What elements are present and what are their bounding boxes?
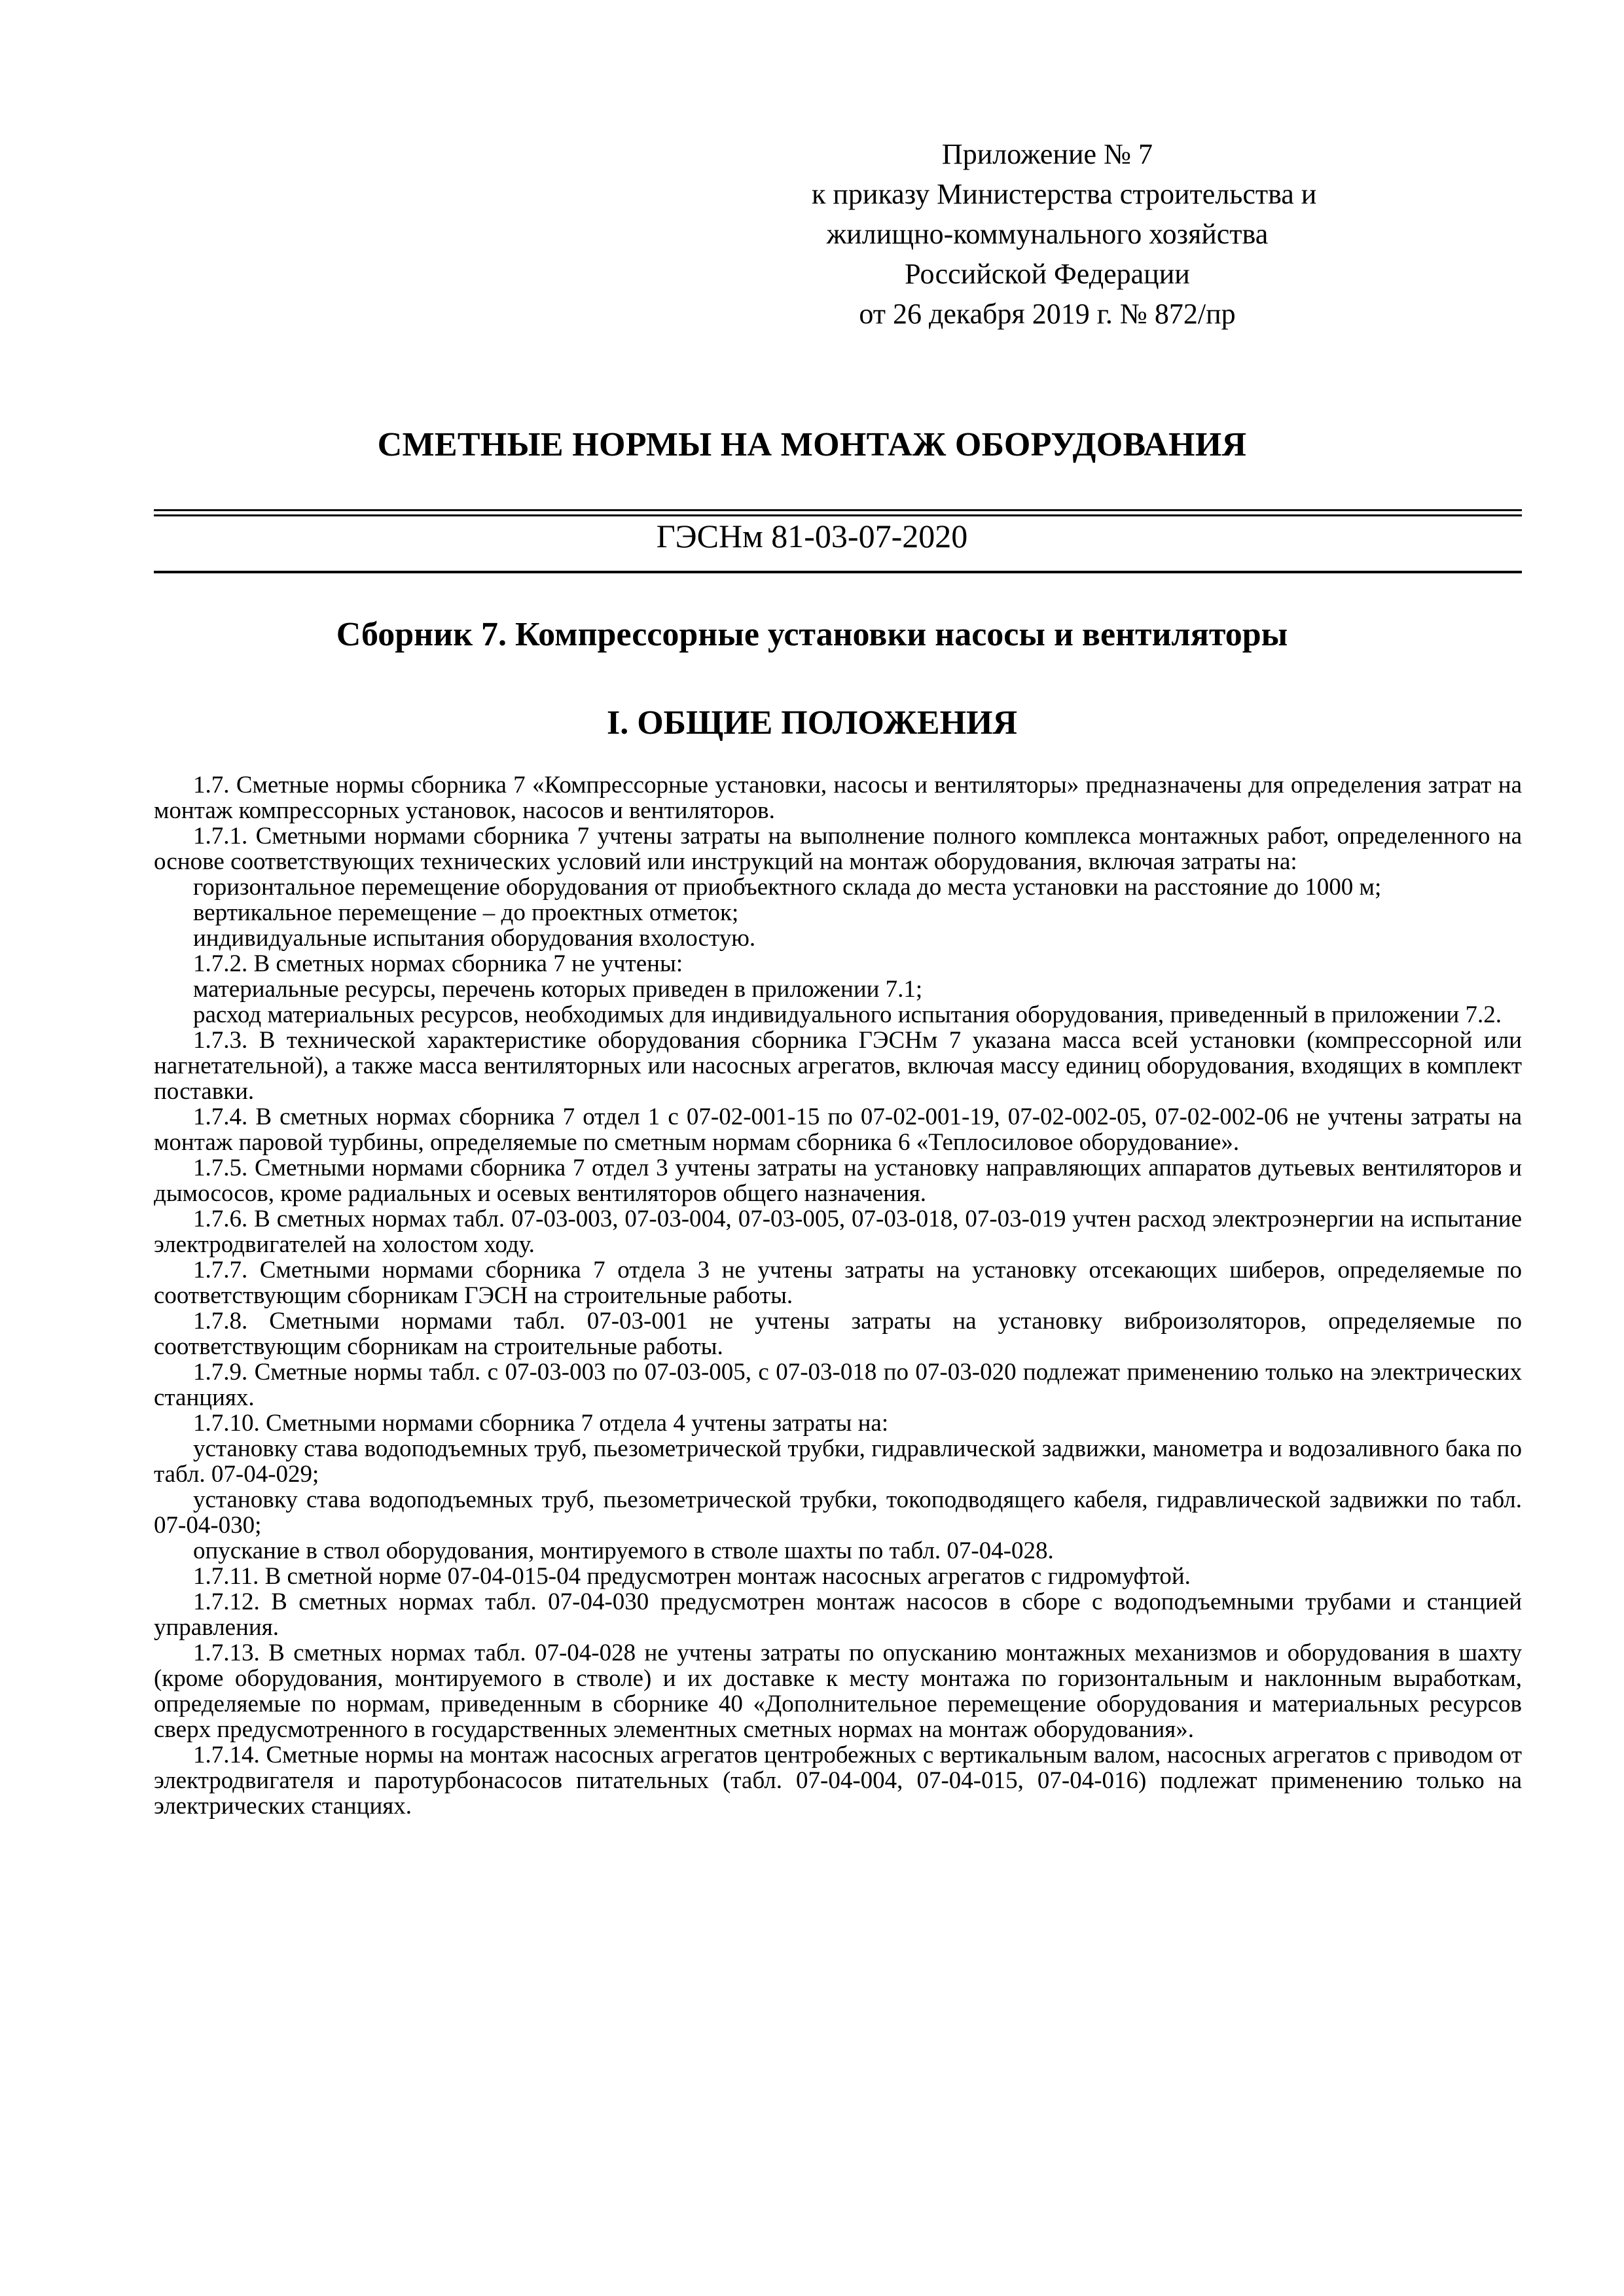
appendix-line: Приложение № 7 xyxy=(941,138,1153,170)
section-title: I. ОБЩИЕ ПОЛОЖЕНИЯ xyxy=(606,704,1018,742)
appendix-line: Российской Федерации xyxy=(905,258,1190,290)
paragraph: 1.7.8. Сметными нормами табл. 07-03-001 не учтены затраты на установку виброизоляторов, определяемые по соответствующим сборникам на строительные работы. xyxy=(154,1308,1522,1360)
paragraph: 1.7.10. Сметными нормами сборника 7 отдела 4 учтены затраты на: xyxy=(193,1410,889,1437)
list-item: установку става водоподъемных труб, пьезометрической трубки, токоподводящего кабеля, гидравлической задвижки по табл. 07-04-030; xyxy=(154,1486,1522,1539)
list-item: материальные ресурсы, перечень которых приведен в приложении 7.1; xyxy=(193,976,923,1003)
list-item: расход материальных ресурсов, необходимых для индивидуального испытания оборудования, приведенный в приложении 7.2. xyxy=(193,1001,1502,1028)
paragraph: 1.7.1. Сметными нормами сборника 7 учтены затраты на выполнение полного комплекса монтажных работ, определенного на основе соответствующих технических условий или инструкций на монтаж оборудования, включая затраты на: xyxy=(154,823,1522,875)
paragraph: 1.7.5. Сметными нормами сборника 7 отдел 3 учтены затраты на установку направляющих аппаратов дутьевых вентиляторов и дымососов, кроме радиальных и осевых вентиляторов общего назначения. xyxy=(154,1155,1522,1207)
double-rule xyxy=(154,509,1522,516)
collection-title: Сборник 7. Компрессорные установки насосы и вентиляторы xyxy=(336,616,1288,653)
list-item: опускание в ствол оборудования, монтируемого в стволе шахты по табл. 07-04-028. xyxy=(193,1537,1054,1564)
document-title: СМЕТНЫЕ НОРМЫ НА МОНТАЖ ОБОРУДОВАНИЯ xyxy=(377,426,1247,463)
paragraph: 1.7.13. В сметных нормах табл. 07-04-028 не учтены затраты по опусканию монтажных механизмов и оборудования в шахту (кроме оборудования, монтируемого в стволе) и их доставке к месту монтажа по горизонтальным и наклонным выработкам, определяемые по нормам, приведенным в сборнике 40 «Дополнительное перемещение оборудования и материальных ресурсов сверх предусмотренного в государственных элементных сметных нормах на монтаж оборудования». xyxy=(154,1640,1522,1743)
paragraph: 1.7.9. Сметные нормы табл. с 07-03-003 по 07-03-005, с 07-03-018 по 07-03-020 подлежат применению только на электрических станциях. xyxy=(154,1359,1522,1411)
list-item: вертикальное перемещение – до проектных отметок; xyxy=(193,899,739,926)
appendix-line: к приказу Министерства строительства и xyxy=(812,178,1317,210)
document-code: ГЭСНм 81-03-07-2020 xyxy=(656,518,968,554)
document-body xyxy=(154,772,1522,1819)
paragraph: 1.7.12. В сметных нормах табл. 07-04-030 предусмотрен монтаж насосов в сборе с водоподъемными трубами и станцией управления. xyxy=(154,1588,1522,1641)
list-item: индивидуальные испытания оборудования вхолостую. xyxy=(193,925,756,952)
single-rule xyxy=(154,571,1522,573)
list-item: установку става водоподъемных труб, пьезометрической трубки, гидравлической задвижки, манометра и водозаливного бака по табл. 07-04-029; xyxy=(154,1435,1522,1488)
paragraph: 1.7.6. В сметных нормах табл. 07-03-003, 07-03-004, 07-03-005, 07-03-018, 07-03-019 учтен расход электроэнергии на испытание электродвигателей на холостом ходу. xyxy=(154,1206,1522,1258)
paragraph: 1.7.7. Сметными нормами сборника 7 отдела 3 не учтены затраты на установку отсекающих шиберов, определяемые по соответствующим сборникам ГЭСН на строительные работы. xyxy=(154,1257,1522,1309)
paragraph: 1.7. Сметные нормы сборника 7 «Компрессорные установки, насосы и вентиляторы» предназначены для определения затрат на монтаж компрессорных установок, насосов и вентиляторов. xyxy=(154,772,1522,824)
paragraph: 1.7.2. В сметных нормах сборника 7 не учтены: xyxy=(193,950,683,977)
list-item: горизонтальное перемещение оборудования от приобъектного склада до места установки на расстояние до 1000 м; xyxy=(193,874,1382,901)
paragraph: 1.7.3. В технической характеристике оборудования сборника ГЭСНм 7 указана масса всей установки (компрессорной или нагнетательной), а также масса вентиляторных или насосных агрегатов, включая массу единиц оборудования, входящих в комплект поставки. xyxy=(154,1027,1522,1105)
paragraph: 1.7.11. В сметной норме 07-04-015-04 предусмотрен монтаж насосных агрегатов с гидромуфтой. xyxy=(193,1563,1191,1590)
paragraph: 1.7.14. Сметные нормы на монтаж насосных агрегатов центробежных с вертикальным валом, насосных агрегатов с приводом от электродвигателя и паротурбонасосов питательных (табл. 07-04-004, 07-04-015, 07-04-016) подлежат применению только на электрических станциях. xyxy=(154,1742,1522,1820)
paragraph: 1.7.4. В сметных нормах сборника 7 отдел 1 с 07-02-001-15 по 07-02-001-19, 07-02-002-05, 07-02-002-06 не учтены затраты на монтаж паровой турбины, определяемые по сметным нормам сборника 6 «Теплосиловое оборудование». xyxy=(154,1103,1522,1156)
appendix-line: от 26 декабря 2019 г. № 872/пр xyxy=(859,298,1236,330)
appendix-header xyxy=(812,134,1317,334)
appendix-line: жилищно-коммунального хозяйства xyxy=(826,218,1269,250)
